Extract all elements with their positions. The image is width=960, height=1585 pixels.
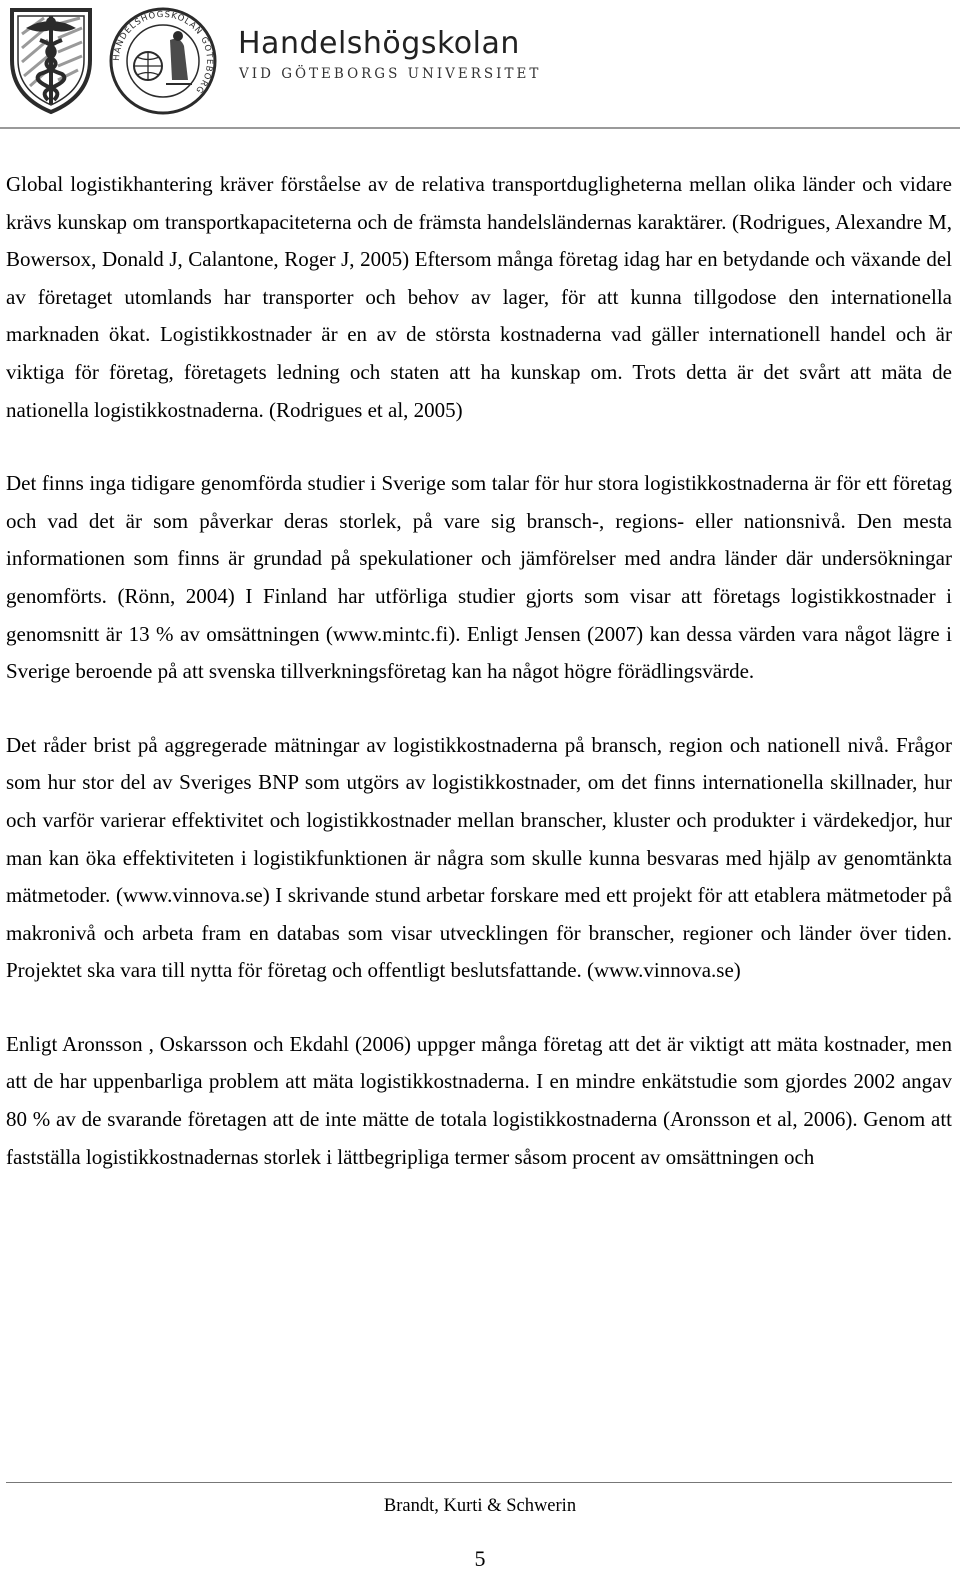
paragraph: Det finns inga tidigare genomförda studier i Sverige som talar för hur stora logistikkostnaderna är för ett företag och vad det är som påverkar deras storlek, på vare sig bransch-, regions- eller nationsnivå. Den mesta informationen som finns är grundad på spekulationer och jämförelser med andra länder där undersökningar genomförts. (Rönn, 2004) I Finland har utförliga studier gjorts som visar att företags logistikkostnader i genomsnitt är 13 % av omsättningen (www.mintc.fi). Enligt Jensen (2007) kan dessa värden vara något lägre i Sverige beroende på att svenska tillverkningsföretag kan ha något högre förädlingsvärde. <box>6 471 952 684</box>
paragraph: Enligt Aronsson , Oskarsson och Ekdahl (2006) uppger många företag att det är viktigt att mäta kostnader, men att de har uppenbarliga problem att mäta logistikkostnaderna. I en mindre enkätstudie som gjordes 2002 angav 80 % av de svarande företagen att de inte mätte de totala logistikkostnaderna (Aronsson et al, 2006). Genom att fastställa logistikkostnadernas storlek i lättbegripliga termer såsom procent av omsättningen och <box>6 1031 952 1169</box>
caduceus-crest-icon <box>4 4 98 116</box>
header-divider <box>0 127 960 129</box>
page-number: 5 <box>474 1546 486 1571</box>
brand-title: Handelshögskolan <box>238 26 520 61</box>
document-body <box>6 166 952 1212</box>
paragraph: Global logistikhantering kräver förståelse av de relativa transportdugligheterna mellan olika länder och vidare krävs kunskap om transportkapaciteterna och de främsta handelsländernas karaktärer. (Rodrigues, Alexandre M, Bowersox, Donald J, Calantone, Roger J, 2005) Eftersom många företag idag har en betydande och växande del av företaget utomlands har transporter och behov av lager, för att kunna tillgodose den internationella marknaden ökat. Logistikkostnader är en av de största kostnaderna vad gäller internationell handel och är viktiga för företag, företagets ledning och staten att ha kunskap om. Trots detta är det svårt att mäta de nationella logistikkostnaderna. (Rodrigues et al, 2005) <box>6 172 952 422</box>
brand-subtitle: VID GÖTEBORGS UNIVERSITET <box>239 66 542 82</box>
page-header <box>0 0 960 130</box>
paragraph: Det råder brist på aggregerade mätningar av logistikkostnaderna på bransch, region och nationell nivå. Frågor som hur stor del av Sveriges BNP som utgörs av logistikkostnader, om det finns internationella skillnader, hur och varför varierar effektivitet och logistikkostnader mellan branscher, kluster och produkter i värdekedjor, hur man kan öka effektiviteten i logistikfunktionen är några som skulle kunna besvaras med hjälp av genomtänkta mätmetoder. (www.vinnova.se) I skrivande stund arbetar forskare med ett projekt för att etablera mätmetoder på makronivå och arbeta fram en databas som visar utvecklingen för branscher, regioner och länder över tiden. Projektet ska vara till nytta för företag och offentligt beslutsfattande. (www.vinnova.se) <box>6 732 952 983</box>
university-seal-icon <box>108 6 218 116</box>
footer-divider <box>6 1482 952 1483</box>
seal-text: HANDELSHÖGSKOLAN GÖTEBORG <box>111 9 215 96</box>
footer-authors: Brandt, Kurti & Schwerin <box>383 1496 577 1516</box>
